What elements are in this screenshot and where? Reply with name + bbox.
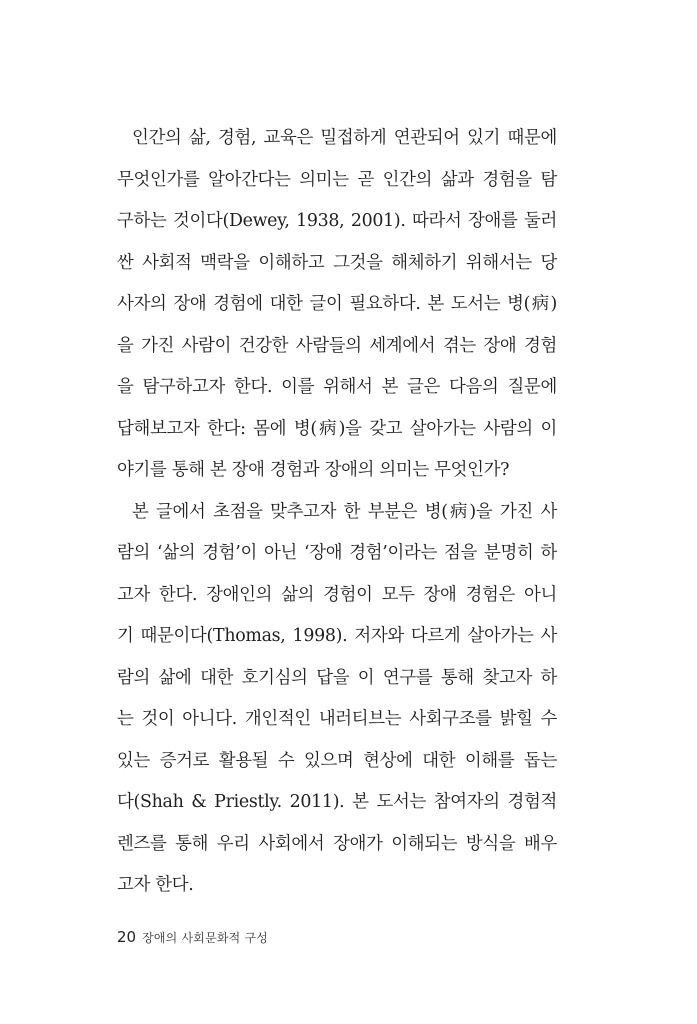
text-line: 렌즈를 통해 우리 사회에서 장애가 이해되는 방식을 배우 <box>117 833 557 854</box>
text-line: 고자 한다. <box>117 875 194 895</box>
text-line: 람의 삶에 대한 호기심의 답을 이 연구를 통해 찾고자 하 <box>117 667 557 688</box>
page-footer <box>117 928 268 948</box>
text-line: 싼 사회적 맥락을 이해하고 그것을 해체하기 위해서는 당 <box>117 252 557 273</box>
text-line: 본 글에서 초점을 맞추고자 한 부분은 병(病)을 가진 사 <box>132 501 557 522</box>
paragraph-1 <box>117 118 557 492</box>
text-line: 있는 증거로 활용될 수 있으며 현상에 대한 이해를 돕는 <box>117 750 557 771</box>
body-text <box>117 118 557 907</box>
text-line: 야기를 통해 본 장애 경험과 장애의 의미는 무엇인가? <box>117 460 510 480</box>
text-line: 다(Shah & Priestly. 2011). 본 도서는 참여자의 경험적 <box>117 792 557 812</box>
text-line: 을 탐구하고자 한다. 이를 위해서 본 글은 다음의 질문에 <box>117 377 557 397</box>
text-line: 기 때문이다(Thomas, 1998). 저자와 다르게 살아가는 사 <box>117 626 557 646</box>
text-line: 구하는 것이다(Dewey, 1938, 2001). 따라서 장애를 둘러 <box>117 211 557 231</box>
page-number: 20 <box>117 928 137 946</box>
text-line: 는 것이 아니다. 개인적인 내러티브는 사회구조를 밝힐 수 <box>117 709 557 729</box>
running-title: 장애의 사회문화적 구성 <box>142 931 269 945</box>
text-line: 을 가진 사람이 건강한 사람들의 세계에서 겪는 장애 경험 <box>117 335 557 356</box>
text-line: 답해보고자 한다: 몸에 병(病)을 갖고 살아가는 사람의 이 <box>117 418 557 439</box>
text-line: 람의 ‘삶의 경험’이 아닌 ‘장애 경험’이라는 점을 분명히 하 <box>117 543 557 563</box>
paragraph-2 <box>117 492 557 907</box>
text-line: 무엇인가를 알아간다는 의미는 곧 인간의 삶과 경험을 탐 <box>117 169 557 190</box>
text-line: 인간의 삶, 경험, 교육은 밀접하게 연관되어 있기 때문에 <box>132 128 557 148</box>
text-line: 사자의 장애 경험에 대한 글이 필요하다. 본 도서는 병(病) <box>117 294 557 314</box>
text-line: 고자 한다. 장애인의 삶의 경험이 모두 장애 경험은 아니 <box>117 584 557 605</box>
